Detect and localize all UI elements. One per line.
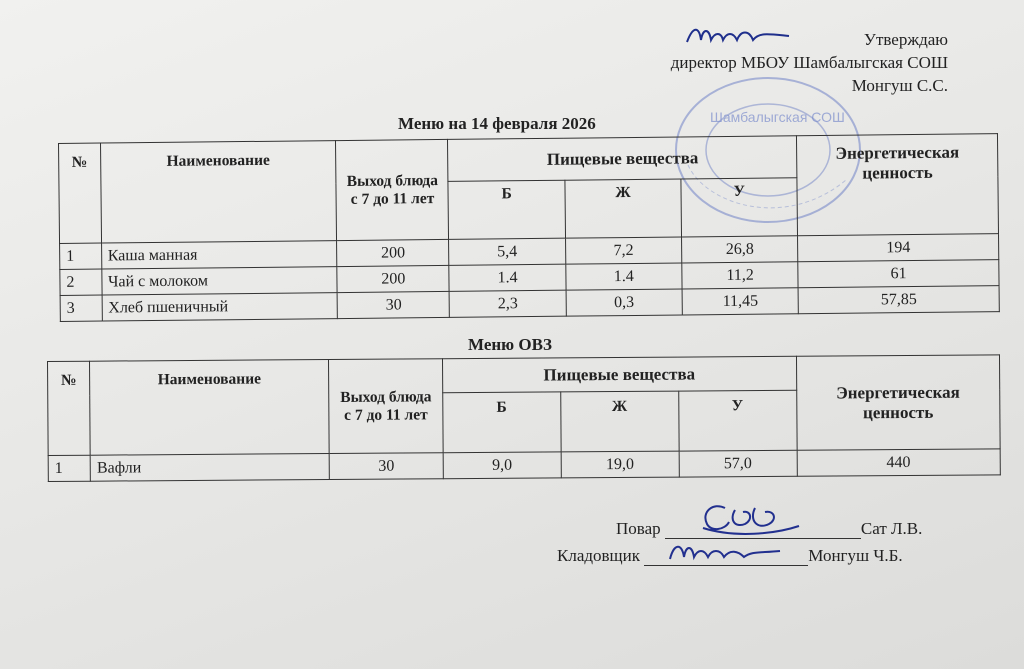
row-energy: 440 xyxy=(797,449,1001,476)
header-num: № xyxy=(48,361,91,455)
row-energy: 57,85 xyxy=(798,286,999,314)
row-yield: 30 xyxy=(329,453,443,480)
row-protein: 1.4 xyxy=(449,264,566,291)
director-signature xyxy=(683,22,793,48)
row-num: 1 xyxy=(48,455,90,481)
row-yield: 200 xyxy=(337,265,449,292)
row-carbs: 11,45 xyxy=(682,288,799,315)
stamp-text: Шамбалыгская СОШ xyxy=(710,109,845,125)
row-num: 1 xyxy=(60,243,102,269)
row-fat: 0,3 xyxy=(566,289,683,316)
row-yield: 200 xyxy=(337,239,449,266)
storekeeper-label: Кладовщик xyxy=(557,546,640,565)
cook-name: Сат Л.В. xyxy=(860,519,923,538)
header-name: Наименование xyxy=(90,360,330,456)
header-name: Наименование xyxy=(100,141,337,243)
header-protein: Б xyxy=(448,180,565,239)
row-yield: 30 xyxy=(338,291,450,318)
menu2-title: Меню ОВЗ xyxy=(468,335,552,354)
header-energy: Энергетическая ценность xyxy=(796,355,1000,450)
row-protein: 9,0 xyxy=(443,452,561,479)
row-name: Каша манная xyxy=(101,241,337,269)
director-name: Монгуш С.С. xyxy=(851,76,948,95)
storekeeper-name: Монгуш Ч.Б. xyxy=(808,546,903,565)
approval-position: директор МБОУ Шамбалыгская СОШ xyxy=(670,53,948,72)
header-yield: Выход блюда с 7 до 11 лет xyxy=(336,139,449,240)
row-protein: 2,3 xyxy=(450,290,567,317)
row-carbs: 26,8 xyxy=(682,236,799,263)
row-energy: 61 xyxy=(798,260,999,288)
row-carbs: 57,0 xyxy=(679,450,797,477)
header-carbs: У xyxy=(678,390,796,451)
row-fat: 1.4 xyxy=(566,263,683,290)
header-fat: Ж xyxy=(560,391,678,452)
row-fat: 19,0 xyxy=(561,451,679,478)
menu2-table xyxy=(47,354,1001,482)
row-fat: 7,2 xyxy=(565,237,682,264)
table-header-row xyxy=(59,134,998,186)
cook-signature xyxy=(695,498,805,540)
row-name: Хлеб пшеничный xyxy=(102,293,338,321)
menu1-table xyxy=(58,133,1000,322)
table-row xyxy=(48,449,1000,482)
signature-line xyxy=(644,547,808,566)
header-energy: Энергетическая ценность xyxy=(797,134,999,236)
cook-signature-row xyxy=(616,519,922,539)
row-num: 3 xyxy=(60,295,102,321)
approval-heading: Утверждаю xyxy=(863,30,948,49)
row-energy: 194 xyxy=(798,234,999,262)
storekeeper-signature-row xyxy=(557,546,903,566)
header-nutrients: Пищевые вещества xyxy=(448,136,797,182)
header-protein: Б xyxy=(443,392,561,453)
header-fat: Ж xyxy=(565,179,682,238)
row-name: Вафли xyxy=(90,454,329,482)
header-yield: Выход блюда с 7 до 11 лет xyxy=(329,359,443,454)
cook-label: Повар xyxy=(616,519,661,538)
storekeeper-signature xyxy=(664,537,784,567)
row-name: Чай с молоком xyxy=(101,267,337,295)
row-protein: 5,4 xyxy=(449,238,566,265)
menu1-title: Меню на 14 февраля 2026 xyxy=(398,114,596,133)
header-carbs: У xyxy=(681,178,798,237)
header-num: № xyxy=(59,143,102,243)
row-carbs: 11,2 xyxy=(682,262,799,289)
table-header-row xyxy=(48,355,1000,396)
header-nutrients: Пищевые вещества xyxy=(442,356,796,392)
row-num: 2 xyxy=(60,269,102,295)
